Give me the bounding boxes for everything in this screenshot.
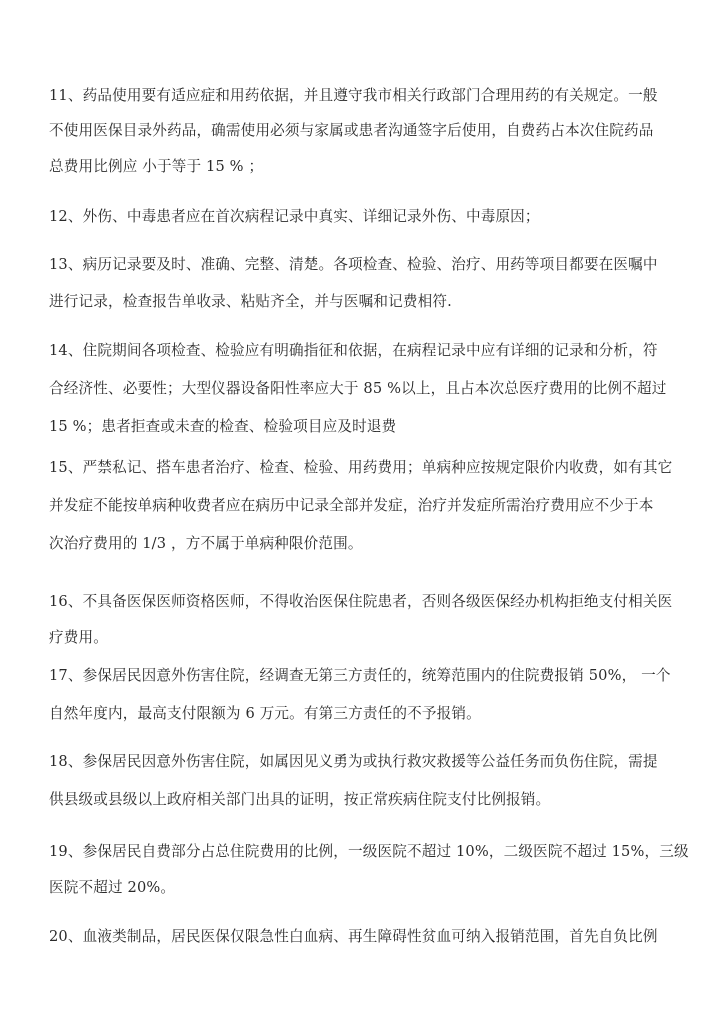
text-line: 17、参保居民因意外伤害住院，经调查无第三方责任的，统筹范围内的住院费报销 50%， 一个 (49, 667, 671, 684)
text-line: 总费用比例应 小于等于 15 % ； (49, 158, 264, 175)
text-line: 15、严禁私记、搭车患者治疗、检查、检验、用药费用；单病种应按规定限价内收费，如有其它 (49, 459, 673, 476)
text-line: 20、血液类制品，居民医保仅限急性白血病、再生障碍性贫血可纳入报销范围，首先自负比例 (49, 928, 658, 945)
text-line: 16、不具备医保医师资格医师，不得收治医保住院患者，否则各级医保经办机构拒绝支付相关医 (49, 593, 673, 610)
text-line: 合经济性、必要性；大型仪器设备阳性率应大于 85 %以上，且占本次总医疗费用的比例不超过 (49, 380, 667, 397)
text-line: 14、住院期间各项检查、检验应有明确指征和依据，在病程记录中应有详细的记录和分析，符 (49, 342, 658, 359)
text-line: 不使用医保目录外药品，确需使用必须与家属或患者沟通签字后使用，自费药占本次住院药品 (49, 122, 654, 139)
text-line: 自然年度内，最高支付限额为 6 万元。有第三方责任的不予报销。 (49, 705, 481, 722)
text-line: 医院不超过 20%。 (49, 879, 176, 896)
text-line: 11、药品使用要有适应症和用药依据，并且遵守我市相关行政部门合理用药的有关规定。一般 (49, 87, 658, 104)
text-line: 进行记录，检查报告单收录、粘贴齐全，并与医嘱和记费相符. (49, 293, 452, 310)
text-line: 13、病历记录要及时、准确、完整、清楚。各项检查、检验、治疗、用药等项目都要在医嘱中 (49, 256, 658, 273)
text-line: 15 %；患者拒查或未查的检查、检验项目应及时退费 (49, 418, 397, 435)
text-line: 18、参保居民因意外伤害住院，如属因见义勇为或执行救灾救援等公益任务而负伤住院，需提 (49, 753, 658, 770)
text-line: 供县级或县级以上政府相关部门出具的证明，按正常疾病住院支付比例报销。 (49, 791, 551, 808)
text-line: 次治疗费用的 1/3 ，方不属于单病种限价范围。 (49, 535, 363, 552)
text-line: 19、参保居民自费部分占总住院费用的比例，一级医院不超过 10%，二级医院不超过 15%，三级 (49, 843, 689, 860)
text-line: 并发症不能按单病种收费者应在病历中记录全部并发症，治疗并发症所需治疗费用应不少于本 (49, 497, 654, 514)
text-line: 12、外伤、中毒患者应在首次病程记录中真实、详细记录外伤、中毒原因； (49, 208, 540, 225)
text-line: 疗费用。 (49, 629, 108, 646)
